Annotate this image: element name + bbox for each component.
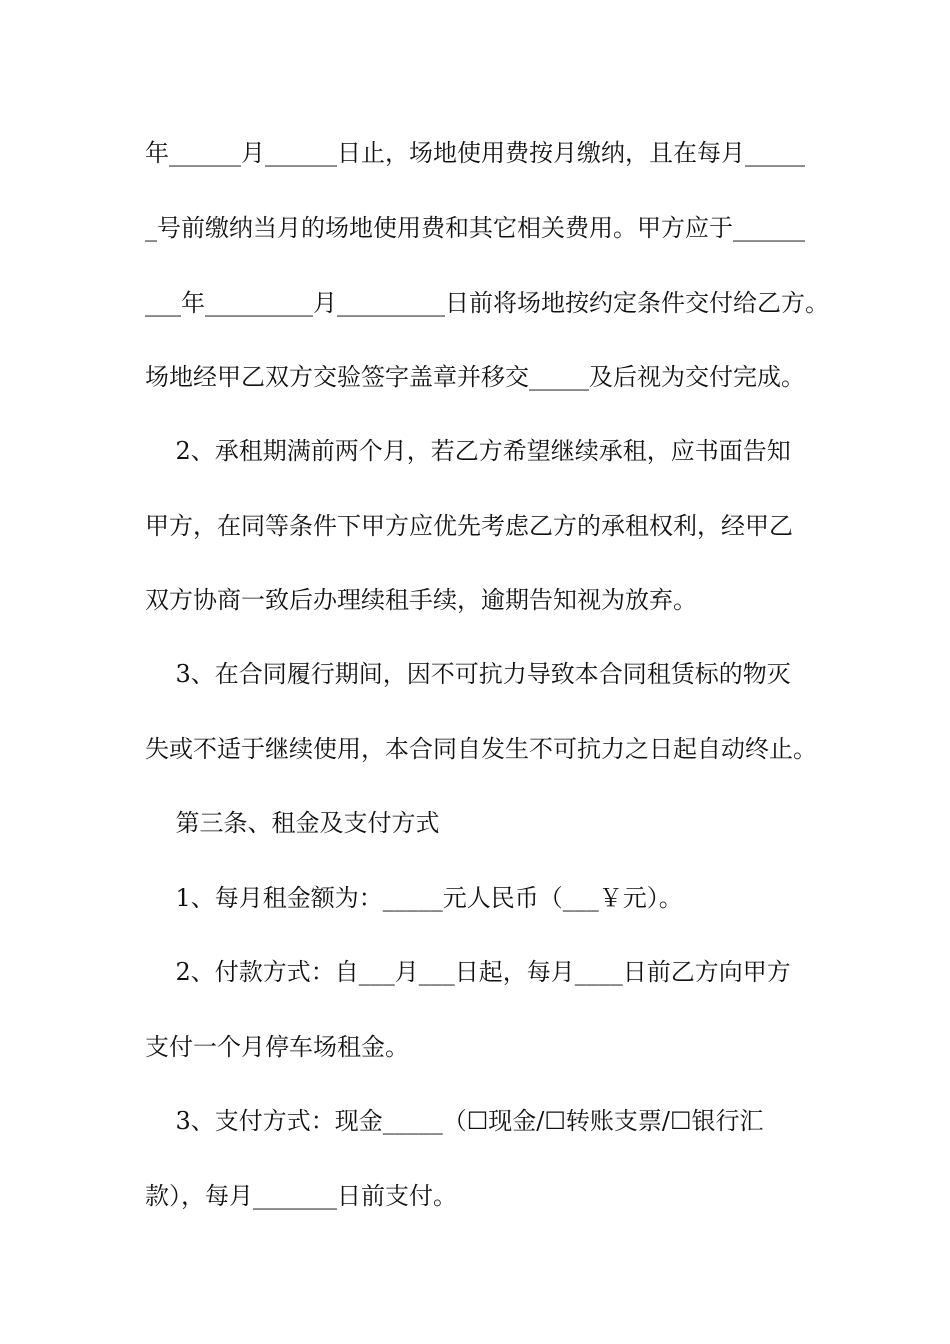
text-line: 2、承租期满前两个月，若乙方希望继续承租，应书面告知 — [145, 437, 791, 465]
text-line: 1、每月租金额为：_____元人民币（___￥元）。 — [145, 884, 683, 912]
text-line: 甲方，在同等条件下甲方应优先考虑乙方的承租权利，经甲乙 — [145, 512, 793, 540]
text-line: 年______月______日止，场地使用费按月缴纳，且在每月_____ — [145, 139, 805, 167]
text-line: 场地经甲乙双方交验签字盖章并移交_____及后视为交付完成。 — [145, 363, 805, 391]
text-line: 失或不适于继续使用，本合同自发生不可抗力之日起自动终止。 — [145, 735, 817, 763]
text-line: 3、支付方式：现金_____（☐现金/☐转账支票/☐银行汇 — [145, 1107, 764, 1135]
text-line: ___年_________月_________日前将场地按约定条件交付给乙方。 — [145, 289, 829, 317]
text-line: 支付一个月停车场租金。 — [145, 1033, 409, 1061]
text-line: _号前缴纳当月的场地使用费和其它相关费用。甲方应于______ — [145, 214, 805, 242]
section-heading: 第三条、租金及支付方式 — [145, 809, 440, 837]
text-line: 2、付款方式：自___月___日起，每月____日前乙方向甲方 — [145, 958, 791, 986]
text-line: 款），每月_______日前支付。 — [145, 1182, 457, 1210]
text-line: 3、在合同履行期间，因不可抗力导致本合同租赁标的物灭 — [145, 660, 791, 688]
text-line: 双方协商一致后办理续租手续，逾期告知视为放弃。 — [145, 586, 697, 614]
